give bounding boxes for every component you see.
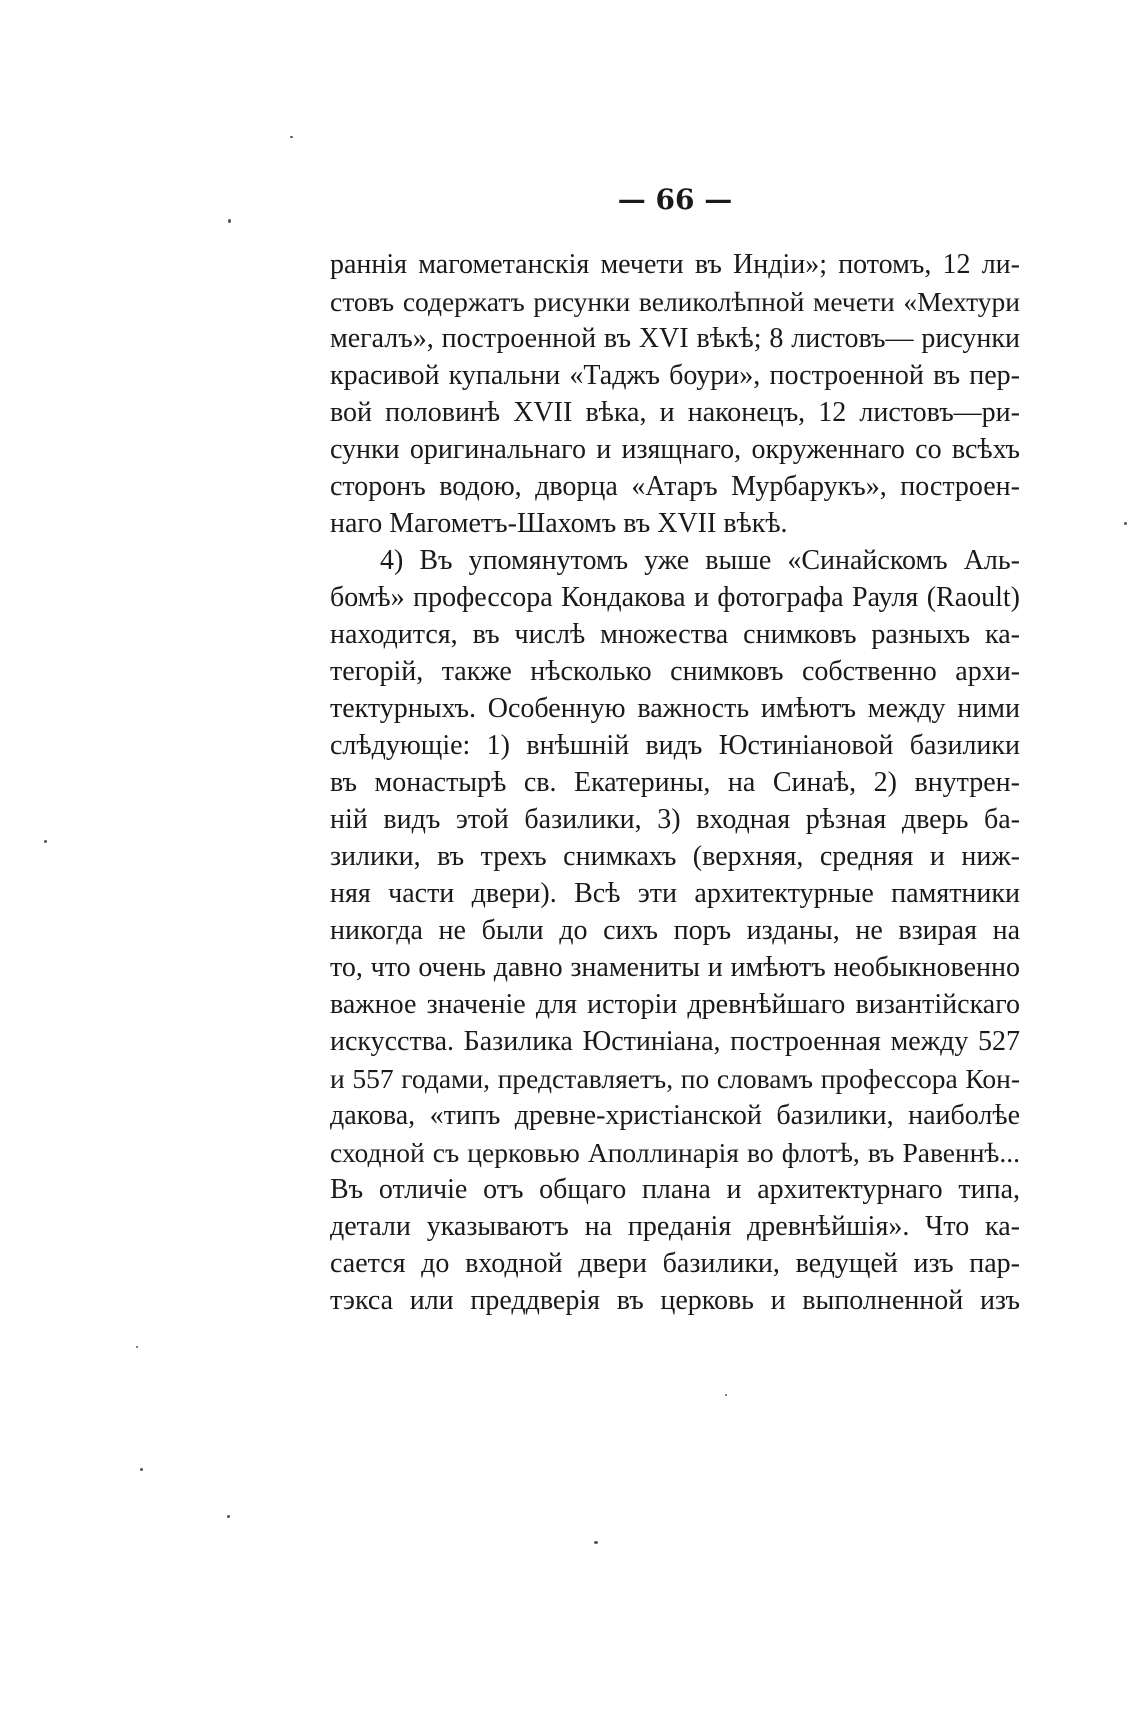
text-line: слѣдующіе: 1) внѣшній видъ Юстиніановой базилики — [330, 730, 1020, 761]
text-line: тектурныхъ. Особенную важность имѣютъ между ними — [330, 693, 1020, 724]
text-line: стовъ содержатъ рисунки великолѣпной мечети «Мехтури — [330, 286, 1020, 317]
text-line: красивой купальни «Таджъ боури», построенной въ пер- — [330, 360, 1020, 391]
text-line: сходной съ церковью Аполлинарія во флотѣ, въ Равеннѣ... — [330, 1137, 1020, 1168]
scan-speck — [228, 219, 231, 223]
text-line: тегорій, также нѣсколько снимковъ собственно архи- — [330, 656, 1020, 687]
text-line: въ монастырѣ св. Екатерины, на Синаѣ, 2) внутрен- — [330, 767, 1020, 798]
scan-speck — [140, 1468, 143, 1471]
text-line: детали указываютъ на преданія древнѣйшія». Что ка- — [330, 1211, 1020, 1242]
paragraph-end-line: наго Магометъ-Шахомъ въ XVII вѣкѣ. — [330, 508, 788, 539]
page-number: — 66 — — [617, 183, 733, 216]
text-line: мегалъ», построенной въ XVI вѣкѣ; 8 листовъ— рисунки — [330, 323, 1020, 354]
text-line: бомѣ» профессора Кондакова и фотографа Рауля (Raoult) — [330, 582, 1020, 613]
text-line: тэкса или преддверія въ церковь и выполненной изъ — [330, 1285, 1020, 1316]
text-line: вой половинѣ XVII вѣка, и наконецъ, 12 листовъ—ри- — [330, 397, 1020, 428]
text-line: няя части двери). Всѣ эти архитектурные памятники — [330, 878, 1020, 909]
scan-speck — [725, 1394, 727, 1396]
scan-speck — [290, 136, 293, 138]
text-line: раннія магометанскія мечети въ Индіи»; потомъ, 12 ли- — [330, 249, 1020, 280]
text-line: сунки оригинальнаго и изящнаго, окруженнаго со всѣхъ — [330, 434, 1020, 465]
body-text — [330, 246, 1020, 1319]
text-line: сается до входной двери базилики, ведущей изъ пар- — [330, 1248, 1020, 1279]
text-line: и 557 годами, представляетъ, по словамъ профессора Кон- — [330, 1063, 1020, 1094]
scan-speck — [44, 840, 47, 843]
scan-speck — [594, 1541, 598, 1544]
text-line: ній видъ этой базилики, 3) входная рѣзная дверь ба- — [330, 804, 1020, 835]
text-line: дакова, «типъ древне-христіанской базилики, наиболѣе — [330, 1100, 1020, 1131]
text-line: искусства. Базилика Юстиніана, построенная между 527 — [330, 1026, 1020, 1057]
text-line: никогда не были до сихъ поръ изданы, не взирая на — [330, 915, 1020, 946]
paragraph-start-line: 4) Въ упомянутомъ уже выше «Синайскомъ Аль- — [380, 545, 1020, 576]
text-line: важное значеніе для исторіи древнѣйшаго византійскаго — [330, 989, 1020, 1020]
text-line: Въ отличіе отъ общаго плана и архитектурнаго типа, — [330, 1174, 1020, 1205]
text-line: сторонъ водою, дворца «Атаръ Мурбарукъ», построен- — [330, 471, 1020, 502]
text-line: находится, въ числѣ множества снимковъ разныхъ ка- — [330, 619, 1020, 650]
scan-speck — [227, 1515, 230, 1518]
scan-speck — [136, 1346, 138, 1348]
scan-speck — [1124, 522, 1127, 525]
text-line: зилики, въ трехъ снимкахъ (верхняя, средняя и ниж- — [330, 841, 1020, 872]
text-line: то, что очень давно знамениты и имѣютъ необыкновенно — [330, 952, 1020, 983]
